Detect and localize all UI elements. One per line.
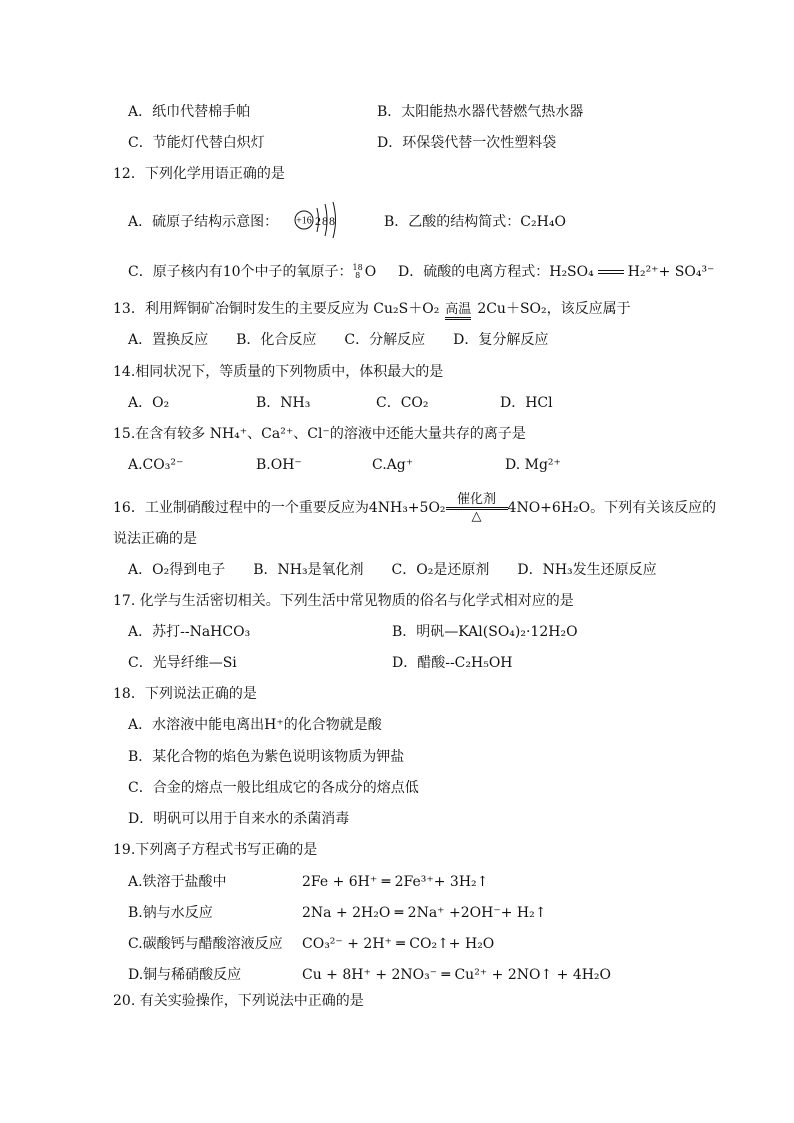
q14-option-b: B．NH₃ — [256, 395, 311, 411]
q15-option-b: B.OH⁻ — [256, 457, 302, 473]
q17-option-b: B．明矾—KAl(SO₄)₂·12H₂O — [392, 624, 578, 640]
atom-nucleus-label: +16 — [296, 215, 312, 227]
catalyst-heat-condition: 催化剂 △ — [446, 493, 508, 524]
q18-option-a: A．水溶液中能电离出H⁺的化合物就是酸 — [128, 717, 382, 733]
q17-option-d: D．醋酸--C₂H₅OH — [392, 655, 513, 671]
q12-option-b: B．乙酸的结构简式：C₂H₄O — [384, 214, 566, 230]
q19-option-b-label: B.钠与水反应 — [128, 905, 213, 921]
q18-stem: 18．下列说法正确的是 — [113, 686, 257, 702]
q11-option-a: A．纸巾代替棉手帕 — [128, 104, 251, 120]
q13-stem: 13．利用辉铜矿冶铜时发生的主要反应为 Cu₂S＋O₂ 高温 2Cu＋SO₂，该反应属于 — [113, 299, 631, 320]
sulfur-atom-diagram — [293, 198, 353, 242]
q19-stem: 19.下列离子方程式书写正确的是 — [113, 842, 318, 858]
q20-stem: 20. 有关实验操作，下列说法中正确的是 — [113, 993, 364, 1009]
q15-option-a: A.CO₃²⁻ — [128, 457, 184, 473]
q11-option-c: C．节能灯代替白炽灯 — [128, 135, 265, 151]
q11-option-b: B．太阳能热水器代替燃气热水器 — [377, 104, 584, 120]
q19-option-b-equation: 2Na + 2H₂O ═ 2Na⁺ +2OH⁻+ H₂↑ — [302, 905, 547, 921]
q14-option-c: C．CO₂ — [376, 395, 429, 411]
q19-option-d-equation: Cu + 8H⁺ + 2NO₃⁻ ═ Cu²⁺ + 2NO↑ + 4H₂O — [302, 967, 612, 983]
q12-option-d: D．硫酸的电离方程式：H₂SO₄ H₂²⁺+ SO₄³⁻ — [398, 264, 715, 280]
q18-option-d: D．明矾可以用于自来水的杀菌消毒 — [128, 811, 350, 827]
q11-option-d: D．环保袋代替一次性塑料袋 — [377, 135, 557, 151]
high-temp-condition: 高温 — [441, 299, 475, 320]
q19-option-c-equation: CO₃²⁻ + 2H⁺ ═ CO₂↑+ H₂O — [302, 936, 495, 952]
q18-option-c: C．合金的熔点一般比组成它的各成分的熔点低 — [128, 780, 419, 796]
q16-stem: 16．工业制硝酸过程中的一个重要反应为4NH₃+5O₂ 催化剂 △ 4NO+6H₂O。下列有关该反应的 — [113, 492, 717, 524]
q14-option-d: D．HCl — [500, 395, 553, 411]
q14-stem: 14.相同状况下，等质量的下列物质中，体积最大的是 — [113, 364, 444, 380]
q19-option-c-label: C.碳酸钙与醋酸溶液反应 — [128, 936, 283, 952]
q13-options: A．置换反应 B．化合反应 C．分解反应 D．复分解反应 — [128, 332, 549, 348]
q12-option-a: A．硫原子结构示意图： — [128, 214, 279, 230]
equals-sign — [598, 270, 624, 274]
q19-option-a-label: A.铁溶于盐酸中 — [128, 874, 227, 890]
atom-shell-electrons: 288 — [315, 214, 336, 228]
q16-stem-cont: 说法正确的是 — [113, 531, 197, 547]
q17-stem: 17. 化学与生活密切相关。下列生活中常见物质的俗名与化学式相对应的是 — [113, 593, 574, 609]
q15-option-d: D. Mg²⁺ — [505, 457, 561, 473]
q15-option-c: C.Ag⁺ — [372, 457, 414, 473]
q15-stem: 15.在含有较多 NH₄⁺、Ca²⁺、Cl⁻的溶液中还能大量共存的离子是 — [113, 426, 526, 442]
q17-option-a: A．苏打--NaHCO₃ — [128, 624, 251, 640]
q16-options: A．O₂得到电子 B．NH₃是氧化剂 C．O₂是还原剂 D．NH₃发生还原反应 — [128, 562, 657, 578]
q19-option-d-label: D.铜与稀硝酸反应 — [128, 967, 242, 983]
q18-option-b: B．某化合物的焰色为紫色说明该物质为钾盐 — [128, 749, 405, 765]
q19-option-a-equation: 2Fe + 6H⁺ ═ 2Fe³⁺+ 3H₂↑ — [302, 874, 489, 890]
q12-stem: 12．下列化学用语正确的是 — [113, 166, 285, 182]
q14-option-a: A．O₂ — [128, 395, 170, 411]
oxygen-isotope-numbers: 18 8 — [352, 263, 363, 280]
q12-option-c: C．原子核内有10个中子的氧原子： 18 8 O — [128, 263, 377, 280]
q17-option-c: C．光导纤维—Si — [128, 655, 237, 671]
